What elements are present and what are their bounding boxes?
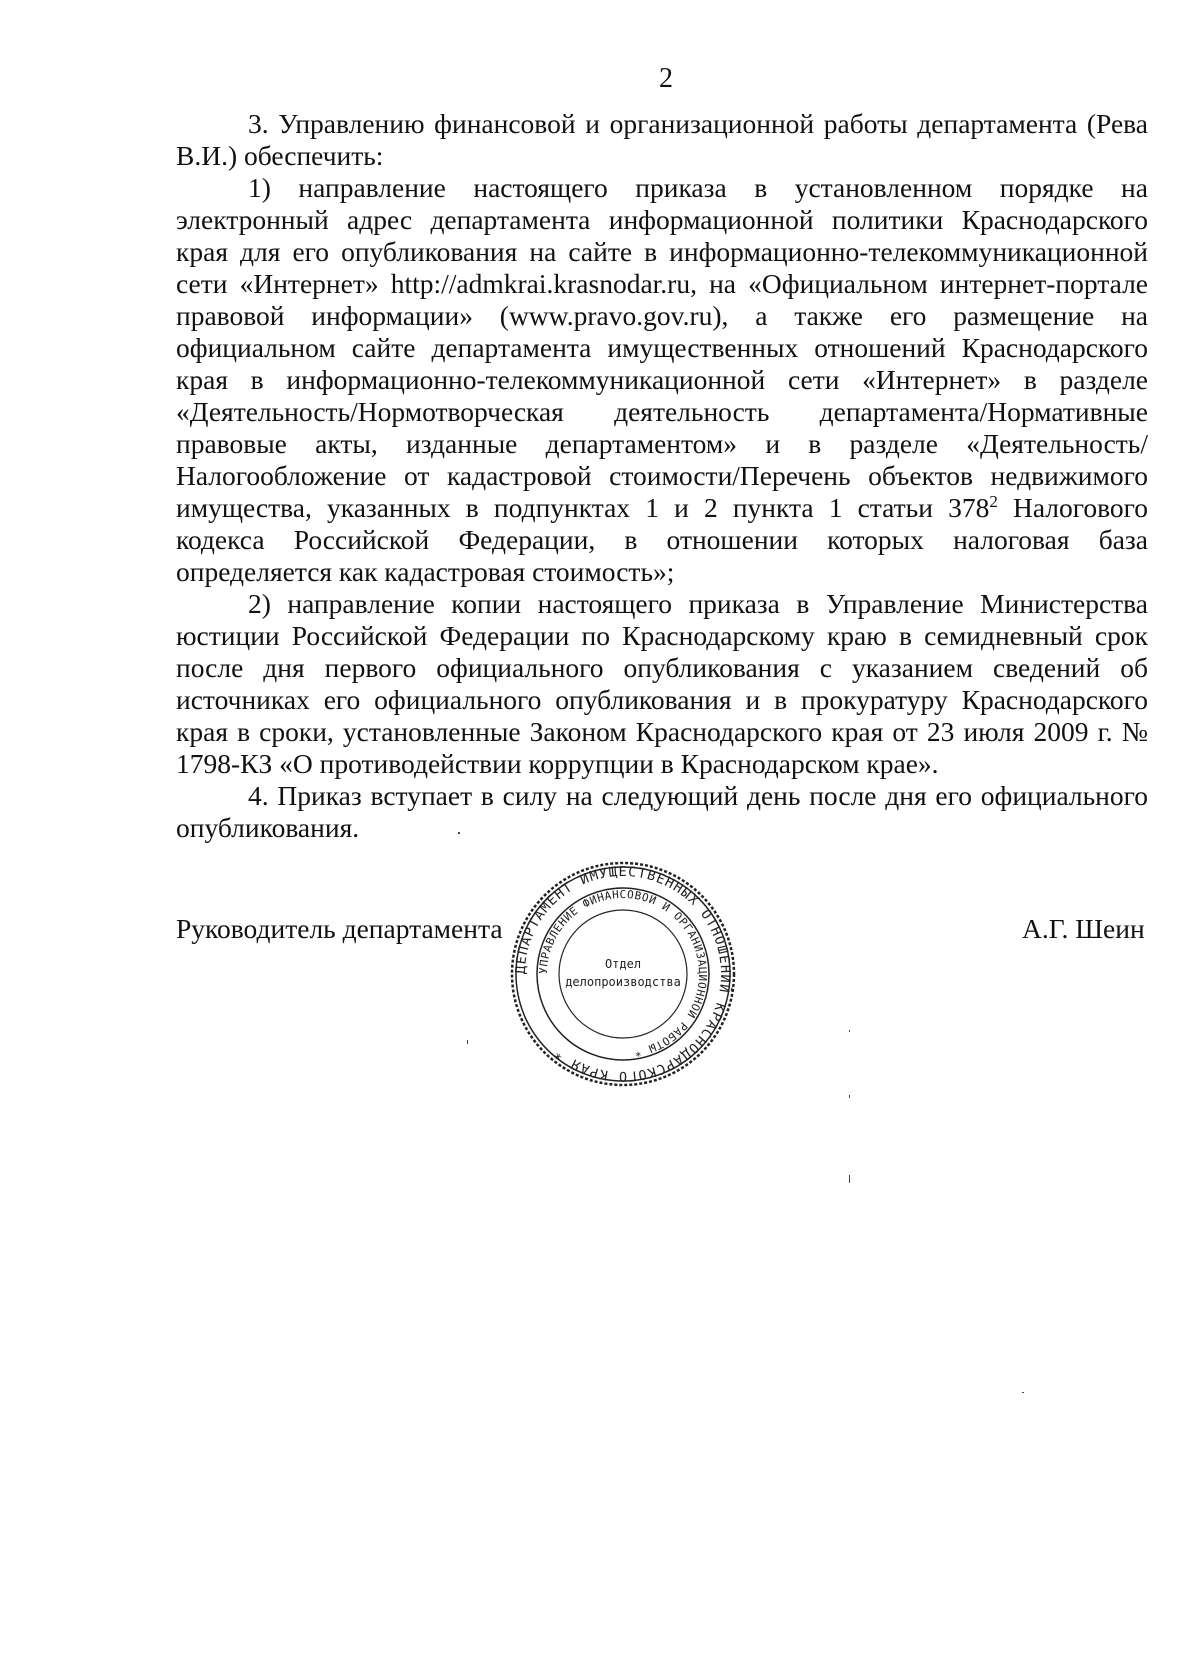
- seal-outer-ring-text: ДЕПАРТАМЕНТ ИМУЩЕСТВЕННЫХ ОТНОШЕНИЙ КРАСНОДАРСКОГО КРАЯ *: [512, 863, 734, 1085]
- scan-speck: [849, 1095, 850, 1098]
- paragraph-subitem-1: [176, 172, 1148, 588]
- paragraph-subitem-2: 2) направление копии настоящего приказа в Управление Министерства юстиции Российской Федерации по Краснодарскому краю в семидневный срок после дня первого официального опубликования с указанием сведений об источниках его официального опубликования и в прокуратуру Краснодарского края в сроки, установленные Законом Краснодарского края от 23 июля 2009 г. № 1798-КЗ «О противодействии коррупции в Краснодарском крае».: [176, 588, 1148, 779]
- paragraph-item-4: 4. Приказ вступает в силу на следующий день после дня его официального опубликования.: [176, 780, 1148, 843]
- signature-name: А.Г. Шеин: [1022, 913, 1145, 944]
- scan-speck: [458, 832, 460, 834]
- page-number: 2: [659, 63, 673, 94]
- department-seal: [509, 860, 737, 1088]
- subitem-1-text-continued: Налогового кодекса Российской Федерации, в отношении которых налоговая база определяется как кадастровая стоимость»;: [176, 492, 1148, 587]
- subitem-1-text: 1) направление настоящего приказа в установленном порядке на электронный адрес департамента информационной политики Краснодарского края для его опубликования на сайте в информационно-телекоммуникационной сети «Интернет» http://admkrai.krasnodar.ru, на «Официальном интернет-портале правовой информации» (www.pravo.gov.ru), а также его размещение на официальном сайте департамента имущественных отношений Краснодарского края в информационно-телекоммуникационной сети «Интернет» в разделе «Деятельность/Нормотворческая деятельность департамента/Нормативные правовые акты, изданные департаментом» и в разделе «Деятельность/ Налогообложение от кадастровой стоимости/Перечень объектов недвижимого имущества, указанных в подпунктах 1 и 2 пункта 1 статьи 378: [176, 172, 1148, 523]
- seal-inner-ring-text: УПРАВЛЕНИЕ ФИНАНСОВОЙ И ОРГАНИЗАЦИОННОЙ РАБОТЫ *: [536, 887, 710, 1060]
- scan-speck: [1022, 1392, 1024, 1393]
- document-body: [176, 108, 1148, 844]
- seal-center-line-2: делопроизводства: [565, 975, 681, 989]
- scan-speck: [849, 1030, 850, 1032]
- scan-speck: [849, 1175, 850, 1183]
- paragraph-item-3: 3. Управлению финансовой и организационной работы департамента (Рева В.И.) обеспечить:: [176, 108, 1148, 171]
- signature-role: Руководитель департамента: [176, 913, 503, 944]
- subitem-1-superscript: 2: [989, 491, 998, 511]
- scan-speck: [467, 1040, 468, 1044]
- seal-graphic: [509, 860, 737, 1088]
- seal-center-line-1: Отдел: [604, 957, 642, 971]
